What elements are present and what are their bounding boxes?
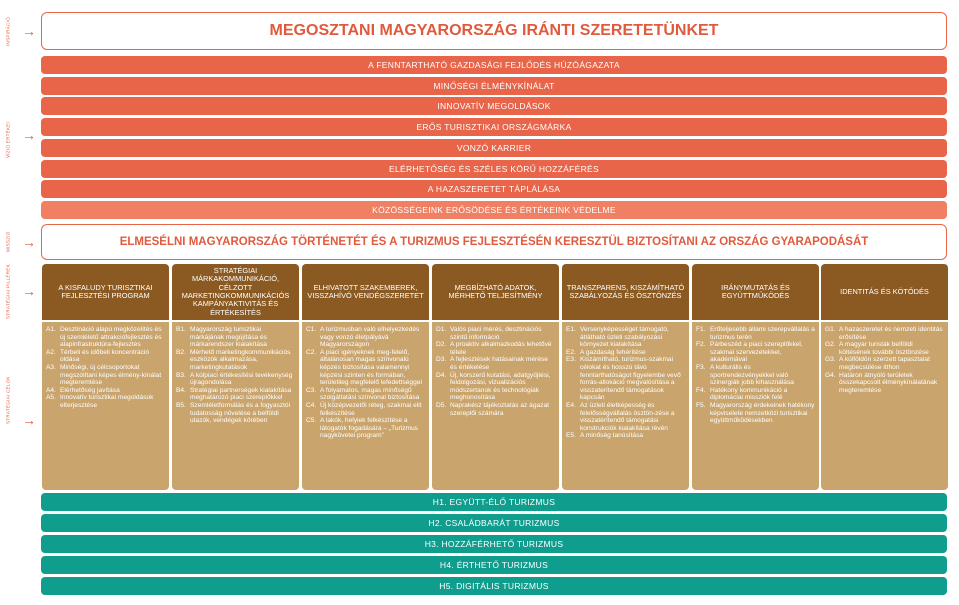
horizontal-label: H5. DIGITÁLIS TURIZMUS: [439, 581, 549, 591]
goal-code: G2.: [825, 341, 836, 349]
goal-item: [825, 341, 944, 356]
goal-item: [306, 387, 425, 402]
pillar-title: STRATÉGIAI MÁRKAKOMMUNIKÁCIÓ, CÉLZOTT MARKETINGKOMMUNIKÁCIÓS KAMPÁNYAKTIVITÁS ÉS ÉRTÉKESÍTÉS: [172, 264, 299, 320]
value-label: KÖZÖSSÉGEINK ERŐSÖDÉSE ÉS ÉRTÉKEINK VÉDELME: [372, 205, 616, 215]
goal-code: F2.: [696, 341, 706, 349]
arrow-right-icon: →: [22, 283, 36, 299]
goal-text: Valós piaci mérés, desztinációs szintű információ: [450, 326, 542, 341]
goal-text: A lakók, helyiek felkészítése a látogatók fogadására – „Turizmus nagykövetei program”: [320, 417, 418, 440]
goal-text: Stratégiai partnerségek kialakítása meghatározó piaci szereplőkkel: [190, 386, 292, 402]
goal-code: A2.: [46, 348, 56, 356]
goal-code: F5.: [696, 401, 706, 409]
side-label-vision: MISSZIÓ: [5, 231, 11, 253]
goal-item: [46, 349, 165, 364]
goal-code: A4.: [46, 386, 56, 394]
goal-code: C2.: [306, 348, 317, 356]
value-bar: [41, 118, 947, 136]
pillar-title: ELHIVATOTT SZAKEMBEREK, VISSZAHÍVÓ VENDÉGSZERETET: [302, 264, 429, 320]
goal-code: G3.: [825, 356, 836, 364]
goal-code: D3.: [436, 356, 447, 364]
goal-text: A minőség tanúsítása: [580, 432, 644, 440]
goal-item: [825, 356, 944, 371]
value-bar: [41, 180, 947, 198]
goal-text: A piaci igényeknek meg-felelő, általánosan magas színvonalú képzés biztosítása valamennyi képzési szinten és formában, területileg megfelelő lefedettséggel: [320, 348, 422, 387]
goal-text: A külföldön szerzett tapasztalat megbecsülése itthon: [839, 356, 930, 371]
goal-item: [696, 402, 815, 425]
arrow-right-icon: →: [22, 412, 36, 428]
goal-text: Magyarország érdekeinek hatékony képviselete nemzetközi turisztikai együttműködésekben: [710, 401, 815, 425]
goal-code: D5.: [436, 401, 447, 409]
goal-item: [696, 326, 815, 341]
pillar-goals: [692, 322, 819, 490]
pillar-column-g: [821, 264, 948, 490]
goal-code: C3.: [306, 386, 317, 394]
pillar-column-a: [42, 264, 169, 490]
goal-code: B3.: [176, 371, 186, 379]
goal-item: [176, 349, 295, 372]
goal-code: F3.: [696, 363, 706, 371]
pillar-column-f: [692, 264, 819, 490]
pillar-column-e: [562, 264, 689, 490]
goal-text: A proaktív alkalmazkodás lehetővé tétele: [450, 341, 552, 356]
vision-box: [41, 224, 947, 260]
horizontal-label: H4. ÉRTHETŐ TURIZMUS: [439, 560, 549, 570]
goal-text: Szemléletformálás és a fogyasztói tudatosság növelése a belföldi utazók, vendégek körében: [190, 401, 291, 425]
horizontal-label: H1. EGYÜTT-ÉLŐ TURIZMUS: [432, 497, 556, 507]
goal-code: E3.: [566, 356, 576, 364]
goal-text: Versenyképességet támogató, átlátható üzleti szabályozási környezet kialakítása: [580, 326, 669, 349]
value-label: ELÉRHETŐSÉG ÉS SZÉLES KÖRŰ HOZZÁFÉRÉS: [389, 164, 599, 174]
goal-item: [825, 372, 944, 395]
value-bar: [41, 139, 947, 157]
horizontal-bar: [41, 577, 947, 595]
goal-item: [46, 326, 165, 349]
side-label-values: VÍZIÓ ÉRTÉKEI: [5, 121, 11, 159]
horizontal-bar: [41, 535, 947, 553]
horizontal-bar: [41, 556, 947, 574]
pillar-goals: [432, 322, 559, 490]
goal-code: F4.: [696, 386, 706, 394]
value-label: A HAZASZERETET TÁPLÁLÁSA: [427, 184, 561, 194]
goal-text: Új középvezetői réteg, szakmai elit felkészítése: [320, 401, 422, 417]
goal-code: C5.: [306, 417, 317, 425]
goal-code: E1.: [566, 326, 576, 333]
goal-item: [436, 402, 555, 417]
pillar-title: A KISFALUDY TURISZTIKAI FEJLESZTÉSI PROGRAM: [42, 264, 169, 320]
goal-text: Desztináció alapú megközelítés és új szemléletű attrakciófejlesztés és alapinfrastruktúra-fejlesztés: [60, 326, 162, 349]
side-label-pillars: STRATÉGIAI PILLÉREK: [5, 264, 11, 320]
goal-item: [436, 356, 555, 371]
goal-text: Kiszámítható, turizmus-szakmai célokat és hosszú távú fenntarthatóságot figyelembe vevő forrás-allokáció megvalósítása a visszaterítendő támogatások kapcsán: [580, 356, 681, 402]
value-label: INNOVATÍV MEGOLDÁSOK: [437, 101, 551, 111]
pillar-column-d: [432, 264, 559, 490]
goal-code: D1.: [436, 326, 447, 333]
goal-text: Az üzleti életképesség és felelősségvállalás ösztön-zése a visszatérítendő támogatási konstrukciók kialakítása révén: [580, 401, 675, 432]
goal-text: Párbeszéd a piaci szereplőkkel, szakmai szervezetekkel, akadémiával: [710, 341, 803, 364]
goal-code: B4.: [176, 386, 186, 394]
value-bar: [41, 77, 947, 95]
goal-item: [176, 372, 295, 387]
pillar-column-c: [302, 264, 429, 490]
horizontal-label: H2. CSALÁDBARÁT TURIZMUS: [428, 518, 560, 528]
value-label: A FENNTARTHATÓ GAZDASÁGI FEJLŐDÉS HÚZÓÁGAZATA: [368, 60, 620, 70]
goal-item: [46, 394, 165, 409]
side-label-mission: INSPIRÁCIÓ: [5, 16, 11, 46]
side-label-goals: STRATÉGIAI CÉLOK: [5, 376, 11, 424]
goal-item: [696, 364, 815, 387]
goal-code: E2.: [566, 348, 576, 356]
goal-code: D2.: [436, 341, 447, 349]
goal-text: Innovatív turisztikai megoldások elterjesztése: [60, 394, 154, 409]
pillar-goals: [302, 322, 429, 490]
goal-code: D4.: [436, 371, 447, 379]
goal-code: F1.: [696, 326, 706, 333]
goal-code: B5.: [176, 401, 186, 409]
goal-text: Új, korszerű kutatási, adatgyűjtési, feldolgozási, vizualizációs módszertanok és technológiák meghonosítása: [450, 371, 551, 402]
goal-code: E4.: [566, 401, 576, 409]
goal-item: [306, 417, 425, 440]
goal-item: [566, 356, 685, 402]
goal-code: A1.: [46, 326, 56, 333]
goal-text: Naprakész tájékoztatás az ágazat szereplői számára: [450, 401, 549, 417]
goal-text: Mérhető marketingkommunikációs eszközök alkalmazása, marketingkutatások: [190, 348, 291, 371]
horizontal-label: H3. HOZZÁFÉRHETŐ TURIZMUS: [424, 539, 564, 549]
goal-text: A magyar turisták belföldi költésének további ösztönzése: [839, 341, 929, 356]
goal-code: B1.: [176, 326, 186, 333]
goal-text: Határon átnyúló területek összekapcsolt élménykínálatának megteremtése: [839, 371, 938, 394]
goal-code: A5.: [46, 394, 56, 402]
goal-code: A3.: [46, 363, 56, 371]
goal-text: Erőteljesebb állami szerepvállalás a turizmus terén: [710, 326, 815, 341]
goal-item: [46, 387, 165, 395]
horizontal-bar: [41, 514, 947, 532]
value-label: VONZÓ KARRIER: [456, 143, 532, 153]
pillar-title: TRANSZPARENS, KISZÁMÍTHATÓ SZABÁLYOZÁS ÉS ÖSZTÖNZÉS: [562, 264, 689, 320]
pillar-goals: [42, 322, 169, 490]
goal-code: E5.: [566, 432, 576, 440]
arrow-right-icon: →: [22, 234, 36, 250]
goal-text: Térbeli és időbeli koncentráció oldása: [60, 348, 150, 364]
mission-box: [41, 12, 947, 50]
goal-item: [566, 326, 685, 349]
goal-item: [436, 326, 555, 341]
value-bar: [41, 201, 947, 219]
goal-text: A turizmusban való elhelyezkedés vagy vonzó életpályává Magyarországon: [320, 326, 420, 349]
goal-item: [696, 387, 815, 402]
goal-item: [436, 372, 555, 402]
goal-text: Elérhetőség javítása: [60, 386, 120, 394]
goal-text: A hazaszeretet és nemzeti identitás erősítése: [839, 326, 943, 341]
goal-text: A folyamatos, magas minőségű szolgáltatási színvonal biztosítása: [320, 386, 420, 402]
goal-text: A kulturális és sportrendezvényekkel való szinergiák jobb kihasználása: [710, 363, 794, 387]
pillar-goals: [821, 322, 948, 490]
value-bar: [41, 160, 947, 178]
arrow-right-icon: →: [22, 127, 36, 143]
mission-text: MEGOSZTANI MAGYARORSZÁG IRÁNTI SZERETETÜNKET: [269, 22, 719, 39]
goal-code: G4.: [825, 371, 836, 379]
pillar-goals: [562, 322, 689, 490]
value-bar: [41, 56, 947, 74]
goal-code: B2.: [176, 348, 186, 356]
goal-text: A gazdaság fehérítése: [580, 348, 646, 356]
pillar-title: MEGBÍZHATÓ ADATOK, MÉRHETŐ TELJESÍTMÉNY: [432, 264, 559, 320]
goal-item: [306, 402, 425, 417]
pillar-column-b: [172, 264, 299, 490]
goal-code: G1.: [825, 326, 836, 333]
value-bar: [41, 97, 947, 115]
goal-item: [566, 432, 685, 440]
goal-text: Magyarország turisztikai márkájának megújítása és márkarendszer kialakítása: [190, 326, 267, 349]
goal-text: Minőségi, új célcsoportokat megszólítani képes élmény-kínálat megteremtése: [60, 363, 162, 387]
goal-text: A külpiaci értékesítési tevékenység újragondolása: [190, 371, 293, 387]
goal-item: [436, 341, 555, 356]
horizontal-bar: [41, 493, 947, 511]
goal-item: [306, 326, 425, 349]
goal-item: [566, 349, 685, 357]
goal-text: A fejlesztések hatásainak mérése és értékelése: [450, 356, 548, 371]
pillar-title: IRÁNYMUTATÁS ÉS EGYÜTTMŰKÖDÉS: [692, 264, 819, 320]
goal-item: [306, 349, 425, 387]
value-label: ERŐS TURISZTIKAI ORSZÁGMÁRKA: [416, 122, 572, 132]
goal-code: C1.: [306, 326, 317, 333]
pillar-goals: [172, 322, 299, 490]
goal-item: [825, 326, 944, 341]
goal-text: Hatékony kommunikáció a diplomáciai missziók felé: [710, 386, 788, 402]
goal-code: C4.: [306, 401, 317, 409]
goal-item: [176, 326, 295, 349]
value-label: MINŐSÉGI ÉLMÉNYKÍNÁLAT: [433, 81, 555, 91]
vision-text: ELMESÉLNI MAGYARORSZÁG TÖRTÉNETÉT ÉS A TURIZMUS FEJLESZTÉSÉN KERESZTÜL BIZTOSÍTANI AZ ORSZÁG GYARAPODÁSÁT: [119, 236, 869, 248]
goal-item: [696, 341, 815, 364]
goal-item: [176, 387, 295, 402]
pillar-title: IDENTITÁS ÉS KÖTŐDÉS: [821, 264, 948, 320]
goal-item: [566, 402, 685, 432]
goal-item: [176, 402, 295, 425]
arrow-right-icon: →: [22, 23, 36, 39]
goal-item: [46, 364, 165, 387]
